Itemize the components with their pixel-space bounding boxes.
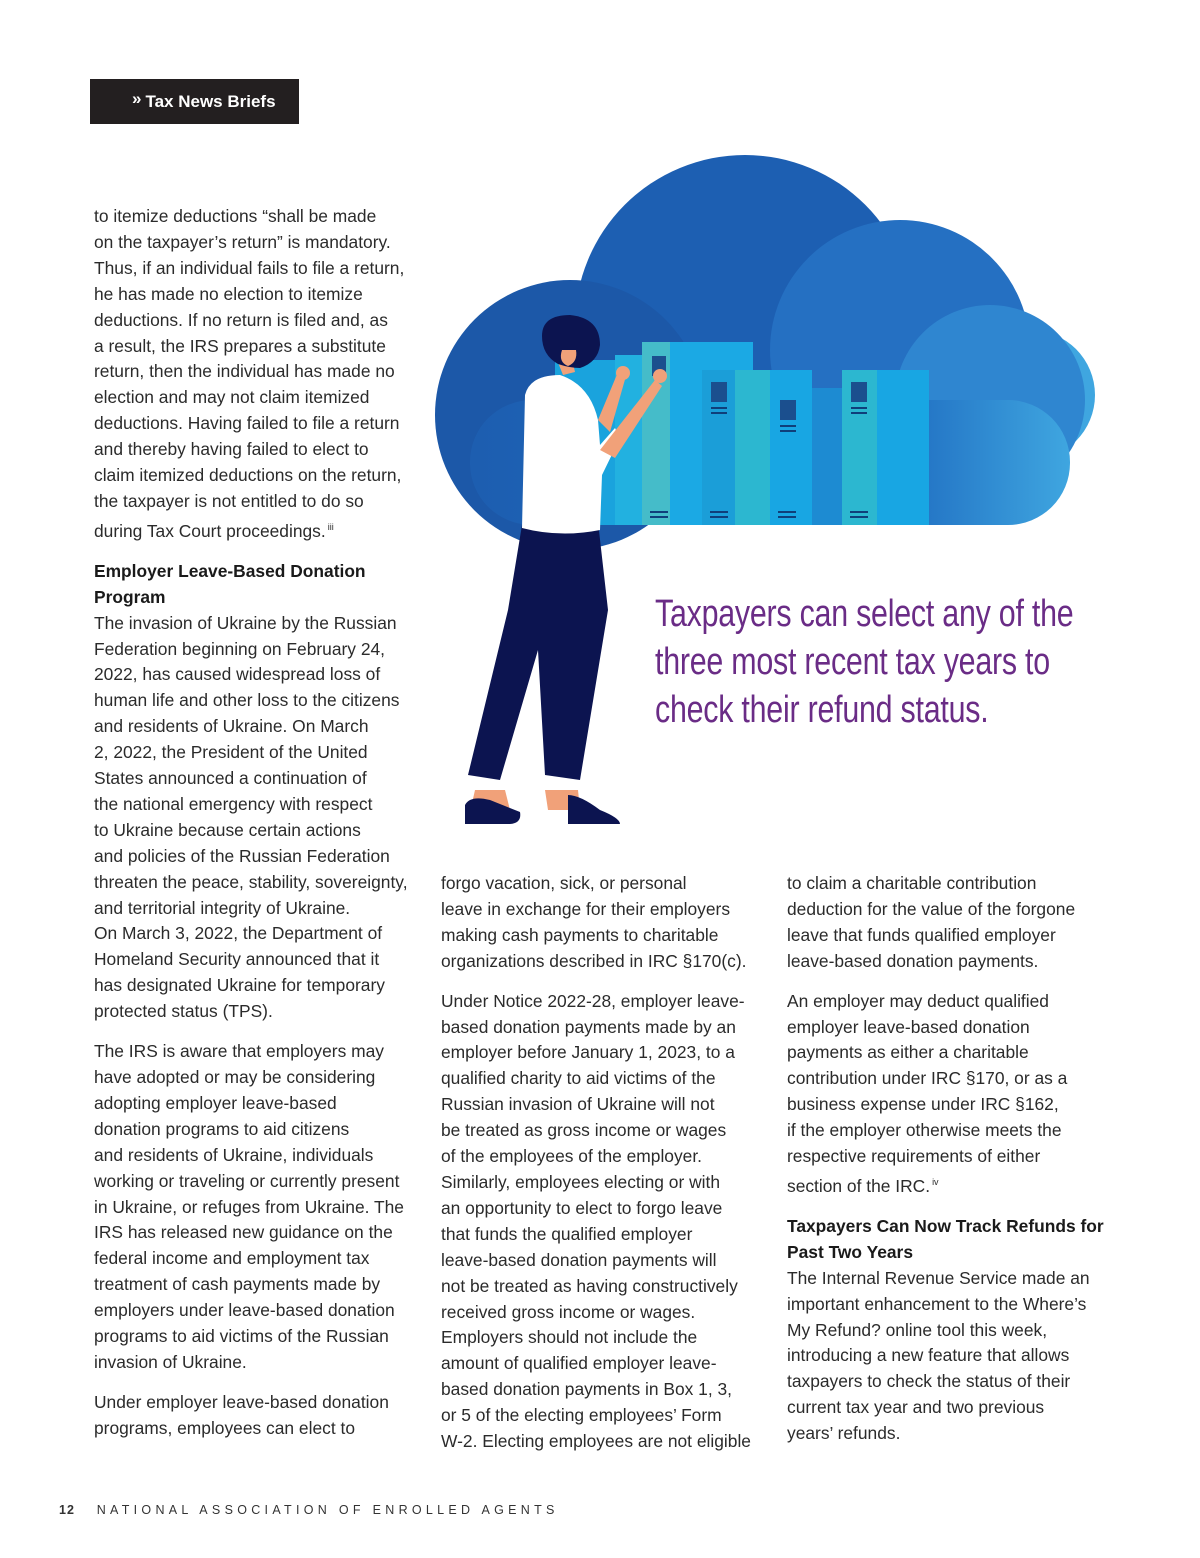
text-line: not be treated as having constructively xyxy=(441,1275,738,1296)
text-line: Similarly, employees electing or with xyxy=(441,1171,720,1192)
text-line: programs to aid victims of the Russian xyxy=(94,1326,389,1347)
text-line: employer before January 1, 2023, to a xyxy=(441,1042,735,1063)
column-1 xyxy=(94,204,424,1456)
text-line: human life and other loss to the citizens xyxy=(94,690,400,711)
text-line: a result, the IRS prepares a substitute xyxy=(94,335,386,356)
text-line: important enhancement to the Where’s xyxy=(787,1293,1087,1314)
text-line: leave that funds qualified employer xyxy=(787,924,1056,945)
text-line: employers under leave-based donation xyxy=(94,1300,395,1321)
text-line: treatment of cash payments made by xyxy=(94,1274,381,1295)
column-3 xyxy=(787,871,1117,1461)
text-line: W-2. Electing employees are not eligible xyxy=(441,1431,751,1452)
heading-line: Program xyxy=(94,586,166,607)
paragraph-forgo xyxy=(441,871,771,975)
text-line: of the employees of the employer. xyxy=(441,1146,703,1167)
heading-line: Employer Leave-Based Donation xyxy=(94,560,366,581)
footnote-marker: iii xyxy=(327,521,334,532)
text-line: to Ukraine because certain actions xyxy=(94,819,361,840)
publication-name: NATIONAL ASSOCIATION OF ENROLLED AGENTS xyxy=(96,1503,559,1517)
text-line: donation programs to aid citizens xyxy=(94,1118,350,1139)
text-line: an opportunity to elect to forgo leave xyxy=(441,1197,723,1218)
text-line: and territorial integrity of Ukraine. xyxy=(94,897,351,918)
text-line: Employers should not include the xyxy=(441,1327,698,1348)
section-heading-refunds xyxy=(787,1214,1117,1266)
text-line: working or traveling or currently present xyxy=(94,1170,400,1191)
text-line: leave-based donation payments. xyxy=(787,950,1039,971)
text-line xyxy=(94,515,424,545)
text-line: The invasion of Ukraine by the Russian xyxy=(94,612,397,633)
text-line: Russian invasion of Ukraine will not xyxy=(441,1094,715,1115)
text-line: introducing a new feature that allows xyxy=(787,1345,1070,1366)
text-line: have adopted or may be considering xyxy=(94,1067,376,1087)
text-line: amount of qualified employer leave- xyxy=(441,1353,717,1374)
text-line: qualified charity to aid victims of the xyxy=(441,1068,716,1089)
text-line: that funds the qualified employer xyxy=(441,1223,693,1244)
paragraph-ukraine xyxy=(94,611,424,1026)
text-line: making cash payments to charitable xyxy=(441,924,719,945)
text-line: Homeland Security announced that it xyxy=(94,949,380,970)
text-line: based donation payments made by an xyxy=(441,1016,736,1037)
text-line: and thereby having failed to elect to xyxy=(94,439,369,460)
text-line xyxy=(787,1170,1117,1200)
text-line: 2022, has caused widespread loss of xyxy=(94,664,381,685)
text-line: organizations described in IRC §170(c). xyxy=(441,950,747,971)
text-line: taxpayers to check the status of their xyxy=(787,1371,1071,1392)
text-line: Thus, if an individual fails to file a return, xyxy=(94,257,405,278)
pull-quote-line: three most recent tax years to xyxy=(655,641,1050,683)
text-line: An employer may deduct qualified xyxy=(787,990,1049,1011)
text-line: to claim a charitable contribution xyxy=(787,873,1037,893)
text-line: leave in exchange for their employers xyxy=(441,898,731,919)
paragraph-deduct xyxy=(787,989,1117,1200)
section-title: Tax News Briefs xyxy=(145,91,276,111)
paragraph-under-programs xyxy=(94,1390,424,1442)
text-line: and residents of Ukraine, individuals xyxy=(94,1144,374,1165)
text-line: deductions. If no return is filed and, as xyxy=(94,309,388,330)
text-line: programs, employees can elect to xyxy=(94,1417,355,1438)
paragraph-claim xyxy=(787,871,1117,975)
footnote-marker: iv xyxy=(932,1176,939,1187)
paragraph-notice xyxy=(441,989,771,1455)
text-line: leave-based donation payments will xyxy=(441,1249,717,1270)
text-line: On March 3, 2022, the Department of xyxy=(94,923,383,944)
text-line: invasion of Ukraine. xyxy=(94,1351,247,1372)
cloud-binders-illustration xyxy=(430,150,1110,840)
paragraph-irs-aware xyxy=(94,1039,424,1376)
text-line: to itemize deductions “shall be made xyxy=(94,206,377,226)
text-line: deduction for the value of the forgone xyxy=(787,898,1076,919)
text-fragment: section of the IRC. xyxy=(787,1175,931,1196)
text-line: IRS has released new guidance on the xyxy=(94,1222,393,1243)
text-line: election and may not claim itemized xyxy=(94,387,370,408)
section-heading-leave-donation xyxy=(94,559,424,611)
text-line: adopting employer leave-based xyxy=(94,1092,337,1113)
text-line: on the taxpayer’s return” is mandatory. xyxy=(94,231,391,252)
page-number: 12 xyxy=(59,1503,75,1517)
text-line: or 5 of the electing employees’ Form xyxy=(441,1405,722,1426)
column-2 xyxy=(441,871,771,1469)
text-line: the national emergency with respect xyxy=(94,793,373,814)
text-line: be treated as gross income or wages xyxy=(441,1120,727,1141)
text-line: Under Notice 2022-28, employer leave- xyxy=(441,990,745,1011)
text-line: States announced a continuation of xyxy=(94,768,367,789)
text-line: federal income and employment tax xyxy=(94,1248,370,1269)
text-line: and residents of Ukraine. On March xyxy=(94,716,369,737)
text-line: employer leave-based donation xyxy=(787,1016,1030,1037)
text-line: years’ refunds. xyxy=(787,1423,901,1444)
text-line: if the employer otherwise meets the xyxy=(787,1120,1062,1141)
text-line: protected status (TPS). xyxy=(94,1001,273,1022)
text-fragment: during Tax Court proceedings. xyxy=(94,520,326,541)
heading-line: Taxpayers Can Now Track Refunds for xyxy=(787,1215,1104,1236)
text-line: based donation payments in Box 1, 3, xyxy=(441,1379,733,1400)
text-line: payments as either a charitable xyxy=(787,1042,1029,1063)
text-line: has designated Ukraine for temporary xyxy=(94,975,385,996)
pull-quote-line: check their refund status. xyxy=(655,689,989,731)
text-line: My Refund? online tool this week, xyxy=(787,1319,1048,1340)
text-line: and policies of the Russian Federation xyxy=(94,845,390,866)
pull-quote-line: Taxpayers can select any of the xyxy=(655,593,1074,635)
text-line: The IRS is aware that employers may xyxy=(94,1041,384,1062)
text-line: claim itemized deductions on the return, xyxy=(94,465,402,486)
text-line: current tax year and two previous xyxy=(787,1397,1045,1418)
text-line: forgo vacation, sick, or personal xyxy=(441,873,687,893)
text-line: business expense under IRC §162, xyxy=(787,1094,1059,1115)
text-line: deductions. Having failed to file a return xyxy=(94,413,400,434)
text-line: Federation beginning on February 24, xyxy=(94,638,386,659)
page-footer xyxy=(59,1503,559,1517)
text-line: return, then the individual has made no xyxy=(94,361,395,382)
text-line: Under employer leave-based donation xyxy=(94,1391,389,1412)
heading-line: Past Two Years xyxy=(787,1241,913,1262)
chevron-right-icon: » xyxy=(132,88,142,108)
text-line: 2, 2022, the President of the United xyxy=(94,742,368,763)
section-tag xyxy=(90,79,299,124)
pull-quote xyxy=(655,590,1074,734)
text-line: The Internal Revenue Service made an xyxy=(787,1267,1090,1288)
text-line: received gross income or wages. xyxy=(441,1301,696,1322)
paragraph-refund-tool xyxy=(787,1266,1117,1447)
text-line: threaten the peace, stability, sovereignty, xyxy=(94,871,408,892)
text-line: respective requirements of either xyxy=(787,1146,1041,1167)
text-line: he has made no election to itemize xyxy=(94,283,363,304)
text-line: the taxpayer is not entitled to do so xyxy=(94,490,364,511)
text-line: in Ukraine, or refuges from Ukraine. The xyxy=(94,1196,404,1217)
paragraph-itemize xyxy=(94,204,424,545)
text-line: contribution under IRC §170, or as a xyxy=(787,1068,1068,1089)
